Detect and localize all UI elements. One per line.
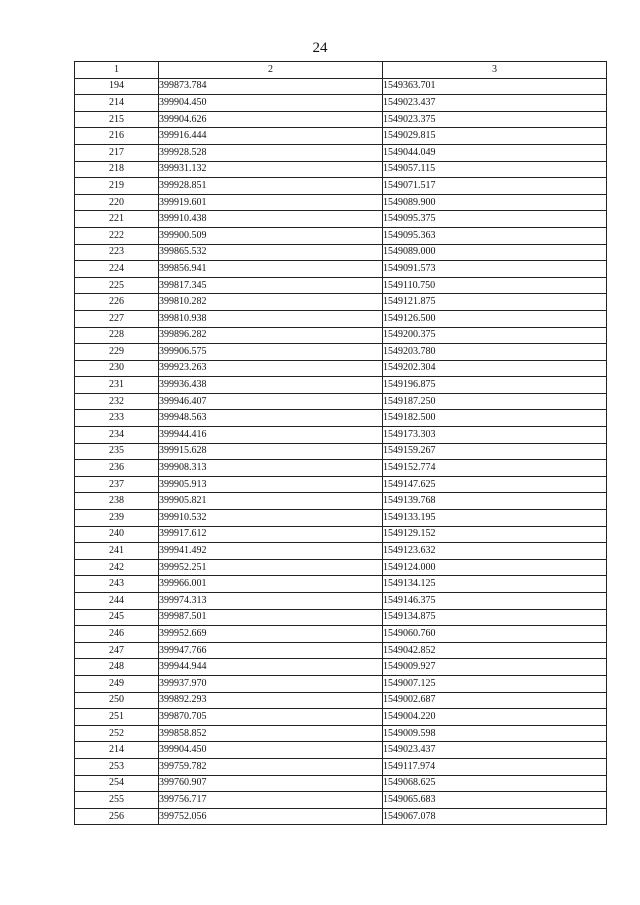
point-number-cell: 220 (75, 194, 159, 211)
x-coordinate-cell: 399906.575 (159, 344, 383, 361)
y-coordinate-cell: 1549091.573 (383, 261, 607, 278)
table-row (75, 443, 607, 460)
x-coordinate-cell: 399905.913 (159, 476, 383, 493)
point-number-cell: 255 (75, 792, 159, 809)
point-number-cell: 252 (75, 725, 159, 742)
table-row (75, 377, 607, 394)
point-number-cell: 235 (75, 443, 159, 460)
x-coordinate-cell: 399952.251 (159, 559, 383, 576)
table-row (75, 675, 607, 692)
x-coordinate-cell: 399916.444 (159, 128, 383, 145)
x-coordinate-cell: 399759.782 (159, 758, 383, 775)
y-coordinate-cell: 1549007.125 (383, 675, 607, 692)
point-number-cell: 241 (75, 543, 159, 560)
table-row (75, 144, 607, 161)
table-row (75, 178, 607, 195)
point-number-cell: 233 (75, 410, 159, 427)
y-coordinate-cell: 1549095.363 (383, 227, 607, 244)
x-coordinate-cell: 399892.293 (159, 692, 383, 709)
table-row (75, 476, 607, 493)
point-number-cell: 253 (75, 758, 159, 775)
table-row (75, 559, 607, 576)
point-number-cell: 218 (75, 161, 159, 178)
point-number-cell: 222 (75, 227, 159, 244)
x-coordinate-cell: 399908.313 (159, 460, 383, 477)
y-coordinate-cell: 1549023.437 (383, 95, 607, 112)
y-coordinate-cell: 1549023.437 (383, 742, 607, 759)
table-body (75, 78, 607, 825)
y-coordinate-cell: 1549042.852 (383, 642, 607, 659)
table-row (75, 294, 607, 311)
y-coordinate-cell: 1549187.250 (383, 393, 607, 410)
x-coordinate-cell: 399905.821 (159, 493, 383, 510)
point-number-cell: 238 (75, 493, 159, 510)
point-number-cell: 214 (75, 95, 159, 112)
point-number-cell: 251 (75, 709, 159, 726)
y-coordinate-cell: 1549146.375 (383, 593, 607, 610)
point-number-cell: 248 (75, 659, 159, 676)
x-coordinate-cell: 399917.612 (159, 526, 383, 543)
table-row (75, 427, 607, 444)
point-number-cell: 230 (75, 360, 159, 377)
y-coordinate-cell: 1549029.815 (383, 128, 607, 145)
x-coordinate-cell: 399952.669 (159, 626, 383, 643)
y-coordinate-cell: 1549044.049 (383, 144, 607, 161)
x-coordinate-cell: 399928.851 (159, 178, 383, 195)
y-coordinate-cell: 1549200.375 (383, 327, 607, 344)
table-row (75, 111, 607, 128)
y-coordinate-cell: 1549071.517 (383, 178, 607, 195)
y-coordinate-cell: 1549196.875 (383, 377, 607, 394)
x-coordinate-cell: 399974.313 (159, 593, 383, 610)
point-number-cell: 227 (75, 310, 159, 327)
x-coordinate-cell: 399947.766 (159, 642, 383, 659)
table-row (75, 510, 607, 527)
y-coordinate-cell: 1549126.500 (383, 310, 607, 327)
point-number-cell: 194 (75, 78, 159, 95)
table-row (75, 758, 607, 775)
table-row (75, 808, 607, 825)
table-row (75, 460, 607, 477)
x-coordinate-cell: 399810.938 (159, 310, 383, 327)
table-row (75, 410, 607, 427)
x-coordinate-cell: 399936.438 (159, 377, 383, 394)
point-number-cell: 217 (75, 144, 159, 161)
table-row (75, 593, 607, 610)
y-coordinate-cell: 1549363.701 (383, 78, 607, 95)
table-row (75, 692, 607, 709)
x-coordinate-cell: 399923.263 (159, 360, 383, 377)
point-number-cell: 216 (75, 128, 159, 145)
point-number-cell: 231 (75, 377, 159, 394)
point-number-cell: 225 (75, 277, 159, 294)
y-coordinate-cell: 1549057.115 (383, 161, 607, 178)
y-coordinate-cell: 1549123.632 (383, 543, 607, 560)
y-coordinate-cell: 1549117.974 (383, 758, 607, 775)
y-coordinate-cell: 1549124.000 (383, 559, 607, 576)
y-coordinate-cell: 1549152.774 (383, 460, 607, 477)
y-coordinate-cell: 1549023.375 (383, 111, 607, 128)
x-coordinate-cell: 399856.941 (159, 261, 383, 278)
point-number-cell: 232 (75, 393, 159, 410)
y-coordinate-cell: 1549203.780 (383, 344, 607, 361)
coordinates-table (74, 61, 607, 825)
x-coordinate-cell: 399900.509 (159, 227, 383, 244)
table-row (75, 227, 607, 244)
table-row (75, 742, 607, 759)
table-row (75, 792, 607, 809)
point-number-cell: 240 (75, 526, 159, 543)
table-row (75, 161, 607, 178)
x-coordinate-cell: 399858.852 (159, 725, 383, 742)
x-coordinate-cell: 399910.438 (159, 211, 383, 228)
point-number-cell: 244 (75, 593, 159, 610)
table-row (75, 725, 607, 742)
table-row (75, 78, 607, 95)
point-number-cell: 234 (75, 427, 159, 444)
point-number-cell: 243 (75, 576, 159, 593)
point-number-cell: 214 (75, 742, 159, 759)
y-coordinate-cell: 1549002.687 (383, 692, 607, 709)
table-row (75, 642, 607, 659)
x-coordinate-cell: 399946.407 (159, 393, 383, 410)
table-row (75, 543, 607, 560)
y-coordinate-cell: 1549121.875 (383, 294, 607, 311)
x-coordinate-cell: 399948.563 (159, 410, 383, 427)
column-header-2: 2 (159, 62, 383, 79)
table-row (75, 609, 607, 626)
x-coordinate-cell: 399931.132 (159, 161, 383, 178)
x-coordinate-cell: 399904.450 (159, 95, 383, 112)
table-row (75, 327, 607, 344)
y-coordinate-cell: 1549068.625 (383, 775, 607, 792)
y-coordinate-cell: 1549009.598 (383, 725, 607, 742)
table-row (75, 576, 607, 593)
y-coordinate-cell: 1549065.683 (383, 792, 607, 809)
table-row (75, 261, 607, 278)
table-row (75, 244, 607, 261)
point-number-cell: 237 (75, 476, 159, 493)
table-row (75, 493, 607, 510)
point-number-cell: 254 (75, 775, 159, 792)
x-coordinate-cell: 399752.056 (159, 808, 383, 825)
x-coordinate-cell: 399817.345 (159, 277, 383, 294)
y-coordinate-cell: 1549202.304 (383, 360, 607, 377)
x-coordinate-cell: 399873.784 (159, 78, 383, 95)
x-coordinate-cell: 399760.907 (159, 775, 383, 792)
x-coordinate-cell: 399944.944 (159, 659, 383, 676)
point-number-cell: 245 (75, 609, 159, 626)
point-number-cell: 224 (75, 261, 159, 278)
point-number-cell: 250 (75, 692, 159, 709)
x-coordinate-cell: 399896.282 (159, 327, 383, 344)
table-row (75, 277, 607, 294)
x-coordinate-cell: 399987.501 (159, 609, 383, 626)
x-coordinate-cell: 399870.705 (159, 709, 383, 726)
table-row (75, 95, 607, 112)
y-coordinate-cell: 1549110.750 (383, 277, 607, 294)
y-coordinate-cell: 1549173.303 (383, 427, 607, 444)
y-coordinate-cell: 1549129.152 (383, 526, 607, 543)
table-row (75, 393, 607, 410)
y-coordinate-cell: 1549067.078 (383, 808, 607, 825)
y-coordinate-cell: 1549133.195 (383, 510, 607, 527)
x-coordinate-cell: 399944.416 (159, 427, 383, 444)
x-coordinate-cell: 399904.450 (159, 742, 383, 759)
y-coordinate-cell: 1549134.875 (383, 609, 607, 626)
x-coordinate-cell: 399810.282 (159, 294, 383, 311)
x-coordinate-cell: 399915.628 (159, 443, 383, 460)
table-row (75, 310, 607, 327)
column-header-1: 1 (75, 62, 159, 79)
y-coordinate-cell: 1549134.125 (383, 576, 607, 593)
y-coordinate-cell: 1549095.375 (383, 211, 607, 228)
x-coordinate-cell: 399966.001 (159, 576, 383, 593)
point-number-cell: 228 (75, 327, 159, 344)
x-coordinate-cell: 399904.626 (159, 111, 383, 128)
y-coordinate-cell: 1549009.927 (383, 659, 607, 676)
y-coordinate-cell: 1549139.768 (383, 493, 607, 510)
point-number-cell: 226 (75, 294, 159, 311)
table-row (75, 128, 607, 145)
point-number-cell: 223 (75, 244, 159, 261)
column-header-3: 3 (383, 62, 607, 79)
table-row (75, 194, 607, 211)
table-row (75, 709, 607, 726)
point-number-cell: 221 (75, 211, 159, 228)
point-number-cell: 249 (75, 675, 159, 692)
y-coordinate-cell: 1549182.500 (383, 410, 607, 427)
table-row (75, 211, 607, 228)
x-coordinate-cell: 399756.717 (159, 792, 383, 809)
table-row (75, 626, 607, 643)
y-coordinate-cell: 1549147.625 (383, 476, 607, 493)
x-coordinate-cell: 399865.532 (159, 244, 383, 261)
point-number-cell: 236 (75, 460, 159, 477)
x-coordinate-cell: 399910.532 (159, 510, 383, 527)
point-number-cell: 242 (75, 559, 159, 576)
x-coordinate-cell: 399941.492 (159, 543, 383, 560)
y-coordinate-cell: 1549159.267 (383, 443, 607, 460)
x-coordinate-cell: 399937.970 (159, 675, 383, 692)
table-row (75, 775, 607, 792)
table-row (75, 659, 607, 676)
table-row (75, 526, 607, 543)
point-number-cell: 219 (75, 178, 159, 195)
x-coordinate-cell: 399928.528 (159, 144, 383, 161)
table-header-row (75, 62, 607, 79)
y-coordinate-cell: 1549089.900 (383, 194, 607, 211)
y-coordinate-cell: 1549004.220 (383, 709, 607, 726)
point-number-cell: 229 (75, 344, 159, 361)
table-row (75, 344, 607, 361)
y-coordinate-cell: 1549060.760 (383, 626, 607, 643)
point-number-cell: 247 (75, 642, 159, 659)
point-number-cell: 256 (75, 808, 159, 825)
table-row (75, 360, 607, 377)
y-coordinate-cell: 1549089.000 (383, 244, 607, 261)
point-number-cell: 239 (75, 510, 159, 527)
point-number-cell: 215 (75, 111, 159, 128)
x-coordinate-cell: 399919.601 (159, 194, 383, 211)
page-number: 24 (312, 40, 328, 56)
point-number-cell: 246 (75, 626, 159, 643)
